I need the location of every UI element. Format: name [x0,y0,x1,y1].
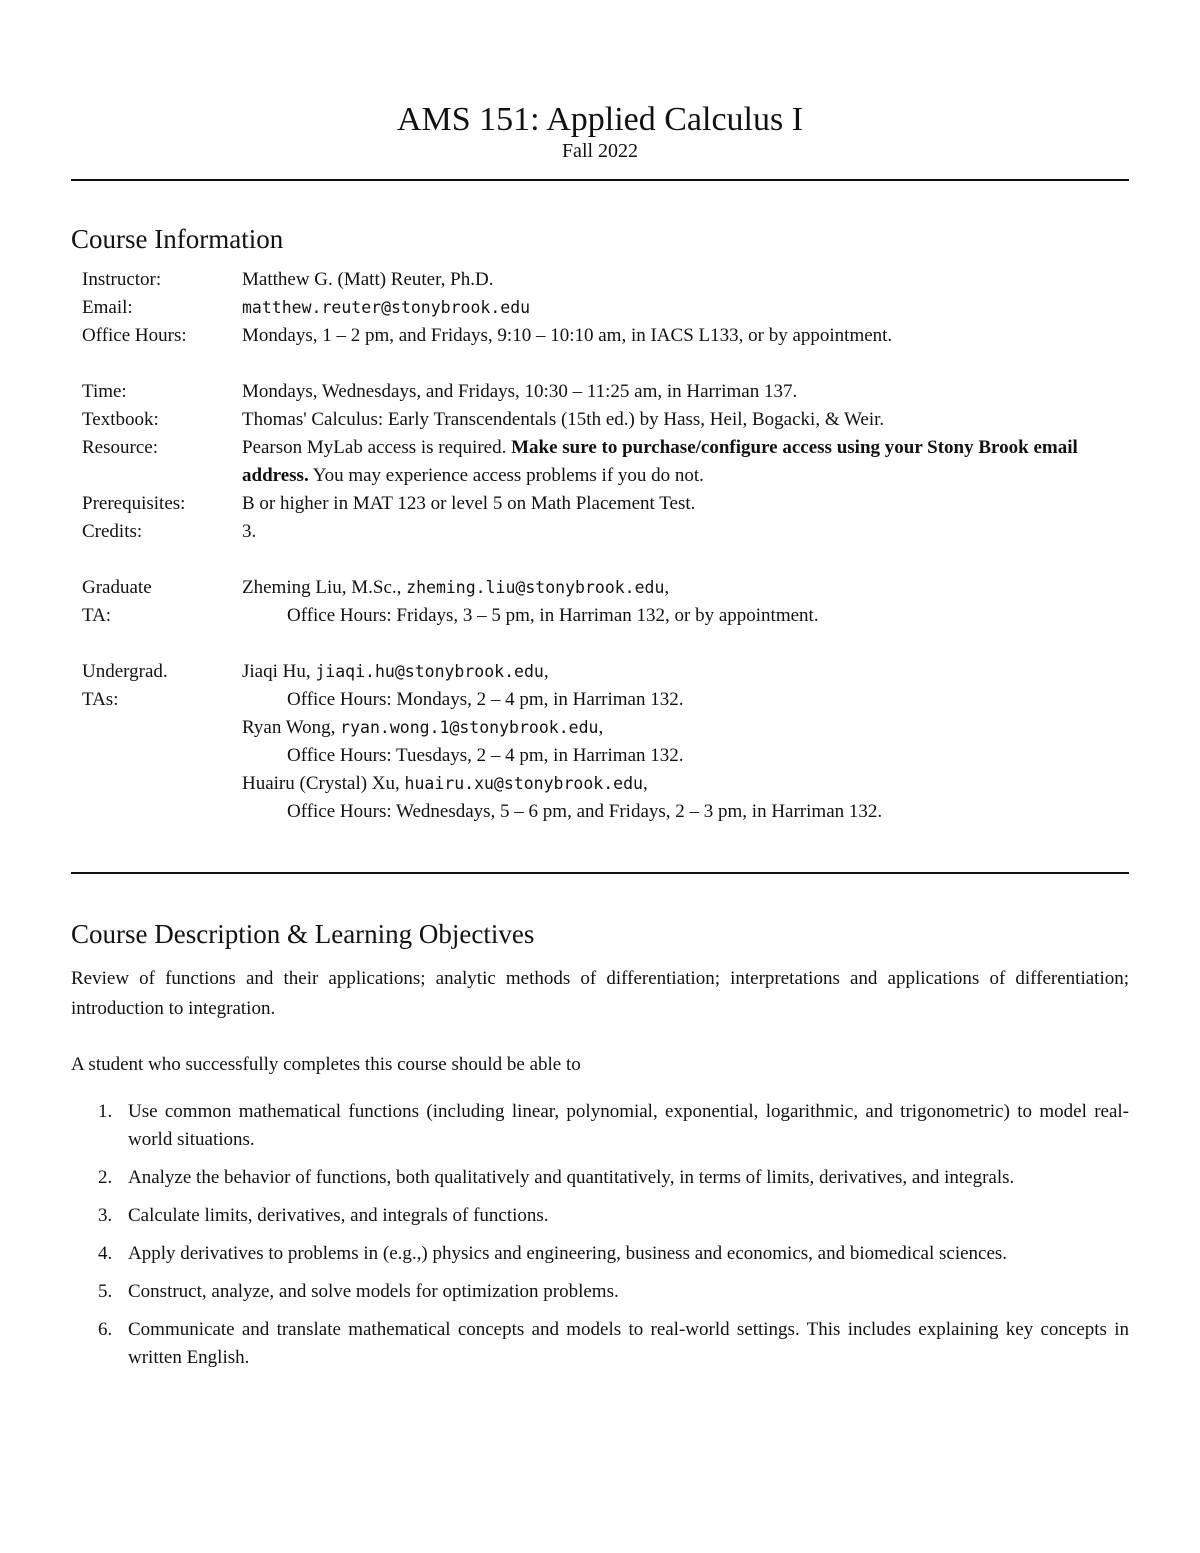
list-item-text: Apply derivatives to problems in (e.g.,) physics and engineering, business and economics, and biomedical sciences. [128,1243,1008,1264]
ugrad-ta-list [242,658,1128,826]
list-item-text: Use common mathematical functions (including linear, polynomial, exponential, logarithmic, and trigonometric) to model real-world situations. [128,1101,1129,1150]
term-subtitle: Fall 2022 [561,140,639,162]
list-item-number: 2. [98,1167,113,1188]
page-title: AMS 151: Applied Calculus I [396,101,804,138]
prereq-row [82,490,1128,518]
prereq-label: Prerequisites: [82,493,186,514]
comma: , [543,661,549,682]
course-info-heading: Course Information [71,224,284,254]
divider-top [71,179,1129,181]
time-row [82,378,1128,406]
course-info-table [82,266,1128,826]
credits-row [82,518,1128,546]
list-item-text: Construct, analyze, and solve models for optimization problems. [128,1281,619,1302]
grad-ta-name: Zheming Liu, M.Sc., [242,577,402,598]
list-item-text: Analyze the behavior of functions, both qualitatively and quantitatively, in terms of limits, derivatives, and integrals. [128,1167,1015,1188]
list-item [71,1164,1129,1192]
list-item [71,1316,1129,1372]
list-item [71,1278,1129,1306]
list-item-number: 4. [98,1243,113,1264]
grad-ta-email-link[interactable]: zheming.liu@stonybrook.edu [406,578,665,597]
ugrad-ta-name: Ryan Wong, [242,717,336,738]
course-summary: Review of functions and their applications; analytic methods of differentiation; interpretations and applications of differentiation; introduction to integration. [71,968,1129,1019]
credits-label: Credits: [82,521,143,542]
description-heading: Course Description & Learning Objectives [71,919,535,949]
list-item-number: 3. [98,1205,113,1226]
ugrad-ta-label-line2: TAs: [82,689,119,710]
resource-text: Pearson MyLab access is required. [242,437,507,458]
time-value: Mondays, Wednesdays, and Fridays, 10:30 – 11:25 am, in Harriman 137. [242,381,798,402]
instructor-email-link[interactable]: matthew.reuter@stonybrook.edu [242,298,531,317]
ugrad-ta-hours: Office Hours: Tuesdays, 2 – 4 pm, in Harriman 132. [287,745,684,766]
textbook-label: Textbook: [82,409,159,430]
ugrad-ta-entry [242,770,1128,826]
office-hours-row [82,322,1128,350]
resource-label: Resource: [82,437,158,458]
ugrad-ta-email-link[interactable]: huairu.xu@stonybrook.edu [404,774,643,793]
resource-row [82,434,1128,490]
resource-value [242,434,1128,490]
prereq-value: B or higher in MAT 123 or level 5 on Math Placement Test. [242,493,696,514]
ugrad-ta-name: Jiaqi Hu, [242,661,311,682]
list-item-text: Communicate and translate mathematical concepts and models to real-world settings. This includes explaining key concepts in written English. [128,1319,1129,1368]
list-item [71,1098,1129,1154]
email-label: Email: [82,297,133,318]
objectives-lead-in: A student who successfully completes this course should be able to [71,1054,581,1075]
office-hours-value: Mondays, 1 – 2 pm, and Fridays, 9:10 – 10:10 am, in IACS L133, or by appointment. [242,325,893,346]
grad-ta-value [242,574,1128,630]
instructor-value: Matthew G. (Matt) Reuter, Ph.D. [242,269,494,290]
objectives-list [71,1098,1129,1382]
email-row [82,294,1128,322]
comma: , [664,577,670,598]
instructor-row [82,266,1128,294]
comma: , [642,773,648,794]
list-item-number: 1. [98,1101,113,1122]
list-item-number: 5. [98,1281,113,1302]
ugrad-ta-entry [242,658,1128,714]
ugrad-ta-hours: Office Hours: Wednesdays, 5 – 6 pm, and Fridays, 2 – 3 pm, in Harriman 132. [287,801,883,822]
ugrad-ta-row [82,658,1128,826]
ugrad-ta-email-link[interactable]: ryan.wong.1@stonybrook.edu [340,718,599,737]
grad-ta-label [82,574,242,630]
grad-ta-label-line2: TA: [82,605,112,626]
textbook-row [82,406,1128,434]
divider-bottom [71,872,1129,874]
instructor-label: Instructor: [82,269,162,290]
time-label: Time: [82,381,127,402]
list-item-text: Calculate limits, derivatives, and integrals of functions. [128,1205,549,1226]
ugrad-ta-label-line1: Undergrad. [82,661,168,682]
ugrad-ta-name: Huairu (Crystal) Xu, [242,773,400,794]
office-hours-label: Office Hours: [82,325,187,346]
resource-warning: You may experience access problems if you do not. [312,465,704,486]
comma: , [598,717,604,738]
ugrad-ta-hours: Office Hours: Mondays, 2 – 4 pm, in Harriman 132. [287,689,684,710]
grad-ta-label-line1: Graduate [82,577,152,598]
credits-value: 3. [242,521,257,542]
textbook-value: Thomas' Calculus: Early Transcendentals (15th ed.) by Hass, Heil, Bogacki, & Weir. [242,409,885,430]
list-item [71,1240,1129,1268]
ugrad-ta-email-link[interactable]: jiaqi.hu@stonybrook.edu [315,662,544,681]
list-item [71,1202,1129,1230]
grad-ta-hours: Office Hours: Fridays, 3 – 5 pm, in Harriman 132, or by appointment. [287,605,819,626]
ugrad-ta-label [82,658,242,826]
resource-bold-note: Make sure to purchase/configure access using your Stony Brook email address. [242,437,1078,486]
grad-ta-row [82,574,1128,630]
ugrad-ta-entry [242,714,1128,770]
list-item-number: 6. [98,1319,113,1340]
